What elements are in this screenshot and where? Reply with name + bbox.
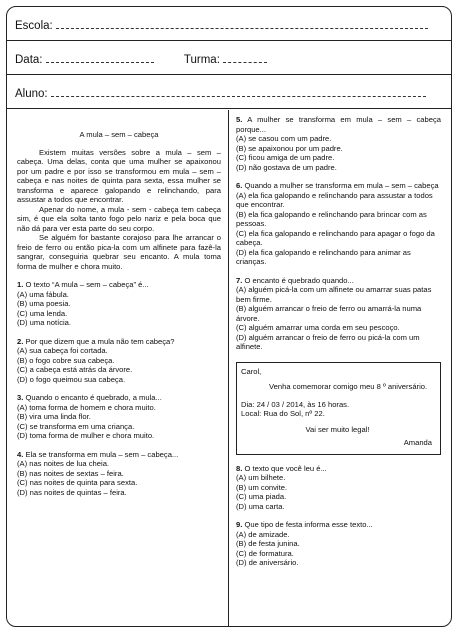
student-row (7, 75, 451, 109)
right-column (236, 113, 441, 620)
question-stem: Quando a mulher se transforma em mula – sem – cabeça (244, 181, 439, 190)
option[interactable]: (A) de amizade. (236, 529, 290, 539)
card-message: Venha comemorar comigo meu 8 º aniversário. (269, 382, 428, 391)
option[interactable]: (B) o fogo cobre sua cabeça. (17, 355, 115, 365)
question-9 (236, 520, 441, 568)
option[interactable]: (A) ela fica galopando e relinchando para assustar a todos que encontrar. (236, 190, 433, 209)
student-blank (51, 86, 426, 97)
question-stem: O texto que você leu é... (244, 463, 327, 473)
option[interactable]: (A) nas noites de lua cheia. (17, 459, 110, 468)
date-blank (46, 52, 154, 63)
card-signature: Amanda (403, 438, 432, 447)
option[interactable]: (D) de aniversário. (236, 558, 299, 567)
option[interactable]: (A) uma fábula. (17, 289, 69, 299)
question-number: 7. (236, 275, 243, 285)
option[interactable]: (A) sua cabeça foi cortada. (17, 346, 108, 355)
option[interactable]: (C) uma piada. (236, 492, 287, 501)
option[interactable]: (D) alguém arrancar o freio de ferro ou picá-la com um alfinete. (236, 332, 420, 351)
option[interactable]: (D) nas noites de quintas – feira. (17, 487, 127, 497)
option[interactable]: (D) uma carta. (236, 501, 285, 511)
option[interactable]: (B) nas noites de sextas – feira. (17, 468, 124, 478)
question-6 (236, 181, 441, 267)
option[interactable]: (C) se transforma em uma criança. (17, 421, 135, 431)
question-7 (236, 276, 441, 352)
question-number: 9. (236, 520, 243, 529)
question-4 (17, 450, 221, 498)
option[interactable]: (B) de festa junina. (236, 539, 300, 548)
question-number: 6. (236, 181, 243, 190)
date-label: Data: (15, 54, 43, 66)
invitation-card (236, 362, 441, 455)
option[interactable]: (D) ela fica galopando e relinchando para animar as crianças. (236, 247, 411, 266)
option[interactable]: (A) toma forma de homem e chora muito. (17, 402, 156, 412)
student-label: Aluno: (15, 88, 48, 100)
option[interactable]: (C) ficou amiga de um padre. (236, 153, 335, 162)
option[interactable]: (B) alguém arrancar o freio de ferro ou amarrá-la numa árvore. (236, 304, 422, 323)
option[interactable]: (B) se apaixonou por um padre. (236, 143, 343, 153)
question-number: 4. (17, 449, 24, 459)
question-1 (17, 280, 221, 328)
question-number: 3. (17, 393, 24, 402)
question-3 (17, 393, 221, 441)
card-greeting: Carol, (241, 366, 262, 376)
school-row (7, 7, 451, 41)
option[interactable]: (C) alguém amarrar uma corda em seu pescoço. (236, 323, 400, 332)
left-column (17, 116, 221, 620)
option[interactable]: (D) o fogo queimou sua cabeça. (17, 374, 126, 384)
question-2 (17, 337, 221, 385)
class-blank (223, 52, 267, 63)
question-stem: Ela se transforma em mula – sem – cabeça... (25, 449, 179, 459)
option[interactable]: (C) uma lenda. (17, 308, 68, 318)
question-number: 5. (236, 115, 243, 124)
text-paragraph-1: Existem muitas versões sobre a mula – sem – cabeça. Uma delas, conta que uma mulher se apaixonou por um padre e por isso se transformou em mula – sem – cabeça e nas noites de quinta para sexta, essa mulher se transforma e aparece galopando e relinchando, para assustar a todos que encontrar. (17, 147, 221, 204)
question-stem: Por que dizem que a mula não tem cabeça? (25, 336, 175, 346)
option[interactable]: (D) toma forma de mulher e chora muito. (17, 431, 155, 440)
question-stem: Que tipo de festa informa esse texto... (244, 520, 373, 529)
option[interactable]: (C) de formatura. (236, 548, 294, 558)
school-blank (56, 18, 428, 29)
question-number: 1. (17, 280, 24, 289)
option[interactable]: (D) uma notícia. (17, 318, 72, 327)
text-paragraph-3: Se alguém for bastante corajoso para lhe arrancar o freio de ferro ou então pica-la com um alfinete para fazê-la sangrar, conseguiria quebrar seu encanto. A mula toma forma de mulher e chora muito. (17, 233, 221, 271)
question-stem: O encanto é quebrado quando... (244, 275, 354, 285)
question-stem: A mulher se transforma em mula – sem – cabeça porque... (236, 115, 441, 134)
option[interactable]: (C) nas noites de quinta para sexta. (17, 478, 138, 487)
question-5 (236, 115, 441, 172)
column-divider (228, 110, 229, 626)
option[interactable]: (A) um bilhete. (236, 473, 286, 482)
option[interactable]: (B) um convite. (236, 482, 288, 492)
option[interactable]: (A) alguém picá-la com um alfinete ou amarrar suas patas bem firme. (236, 285, 432, 304)
text-title: A mula – sem – cabeça (79, 130, 159, 139)
option[interactable]: (B) uma poesia. (17, 299, 71, 308)
card-place: Local: Rua do Sol, nº 22. (241, 409, 325, 418)
option[interactable]: (D) não gostava de um padre. (236, 162, 337, 172)
option[interactable]: (A) se casou com um padre. (236, 134, 332, 143)
question-stem: O texto “A mula – sem – cabeça” é... (25, 280, 149, 289)
question-number: 2. (17, 336, 24, 346)
question-number: 8. (236, 463, 243, 473)
option[interactable]: (B) ela fica galopando e relinchando para brincar com as pessoas. (236, 209, 427, 228)
option[interactable]: (C) a cabeça está atrás da árvore. (17, 365, 133, 374)
date-row (7, 41, 451, 75)
option[interactable]: (C) ela fica galopando e relinchando para apagar o fogo da cabeça. (236, 228, 435, 247)
card-closing: Vai ser muito legal! (305, 424, 370, 434)
school-label: Escola: (15, 20, 53, 32)
class-label: Turma: (183, 54, 220, 66)
question-stem: Quando o encanto é quebrado, a mula... (25, 393, 162, 402)
question-8 (236, 464, 441, 512)
text-paragraph-2: Apenar do nome, a mula - sem - cabeça tem cabeça sim, é que ela solta tanto fogo pelo nariz e pela boca que não dá para ver esta parte do seu corpo. (17, 204, 221, 233)
card-date: Dia: 24 / 03 / 2014, às 16 horas. (241, 399, 350, 409)
worksheet (6, 6, 452, 627)
option[interactable]: (B) vira uma linda flor. (17, 412, 91, 421)
